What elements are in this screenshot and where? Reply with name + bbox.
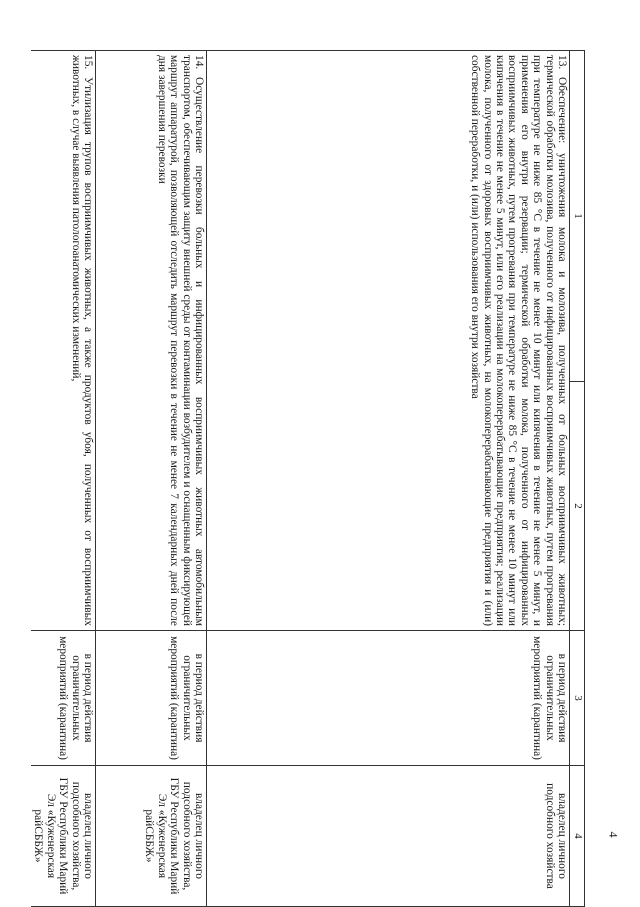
header-col-2: 2	[570, 382, 585, 631]
table-row	[207, 51, 570, 907]
rotated-table-container	[32, 50, 585, 895]
page-number: 4	[606, 831, 621, 838]
row-number: 13.	[556, 55, 568, 70]
responsible-cell: владелец личного подсобного хозяйства, ГБУ Республики Марий Эл «Куженерская райСББЖ»	[31, 766, 96, 907]
measure-cell	[31, 51, 96, 631]
responsible-cell: владелец личного подсобного хозяйства, ГБУ Республики Марий Эл «Куженерская райСББЖ»	[96, 766, 207, 907]
term-cell: в период действия ограничительных мероприятий (карантина)	[31, 631, 96, 766]
measure-cell	[207, 51, 570, 631]
measure-text: Осуществление перевозки больных и инфицированных восприимчивых животных автомобильным транспортом, обеспечивающим защиту внешней среды от контаминации возбудителем и оснащенным фиксирующей маршрут аппаратурой, позволяющей отследить маршрут перевозки в течение не менее 7 календарных дней после дня завершения перевозки	[155, 55, 205, 626]
measure-text: Утилизация трупов восприимчивых животных, а также продуктов убоя, полученных от восприимчивых животных, в случае выявления патологоанатомических изменений,	[69, 55, 94, 626]
measures-table	[31, 50, 585, 907]
header-col-3: 3	[570, 631, 585, 766]
header-col-1: 1	[570, 51, 585, 382]
term-cell: в период действия ограничительных мероприятий (карантина)	[207, 631, 570, 766]
responsible-cell: владелец личного подсобного хозяйства	[207, 766, 570, 907]
table-row	[96, 51, 207, 907]
measure-cell	[96, 51, 207, 631]
row-number: 14.	[193, 55, 205, 70]
term-cell: в период действия ограничительных мероприятий (карантина)	[96, 631, 207, 766]
measure-text: Обеспечение: уничтожения молока и молозива, полученных от больных восприимчивых животных; термической обработки молозива, полученного от инфицированных восприимчивых животных, путем прогревания при температуре не ниже 85 °С в течение не менее 10 минут или кипячения в течение не менее 5 минут, и применения его внутри резервации; термической обработки молока, полученного от инфицированных восприимчивых животных, путем прогревания при температуре не ниже 85 °С в течение не менее 10 минут или кипячения в течение не менее 5 минут, или его реализации на молокоперерабатывающие предприятия; реализации молока, полученного от здоровых восприимчивых животных, на молокоперерабатывающие предприятия и (или) собственной переработки, и (или) использования его внутри хозяйства	[469, 55, 568, 626]
row-number: 15.	[82, 55, 94, 70]
table-row	[31, 51, 96, 907]
header-col-4: 4	[570, 766, 585, 907]
table-header-row	[570, 51, 585, 907]
